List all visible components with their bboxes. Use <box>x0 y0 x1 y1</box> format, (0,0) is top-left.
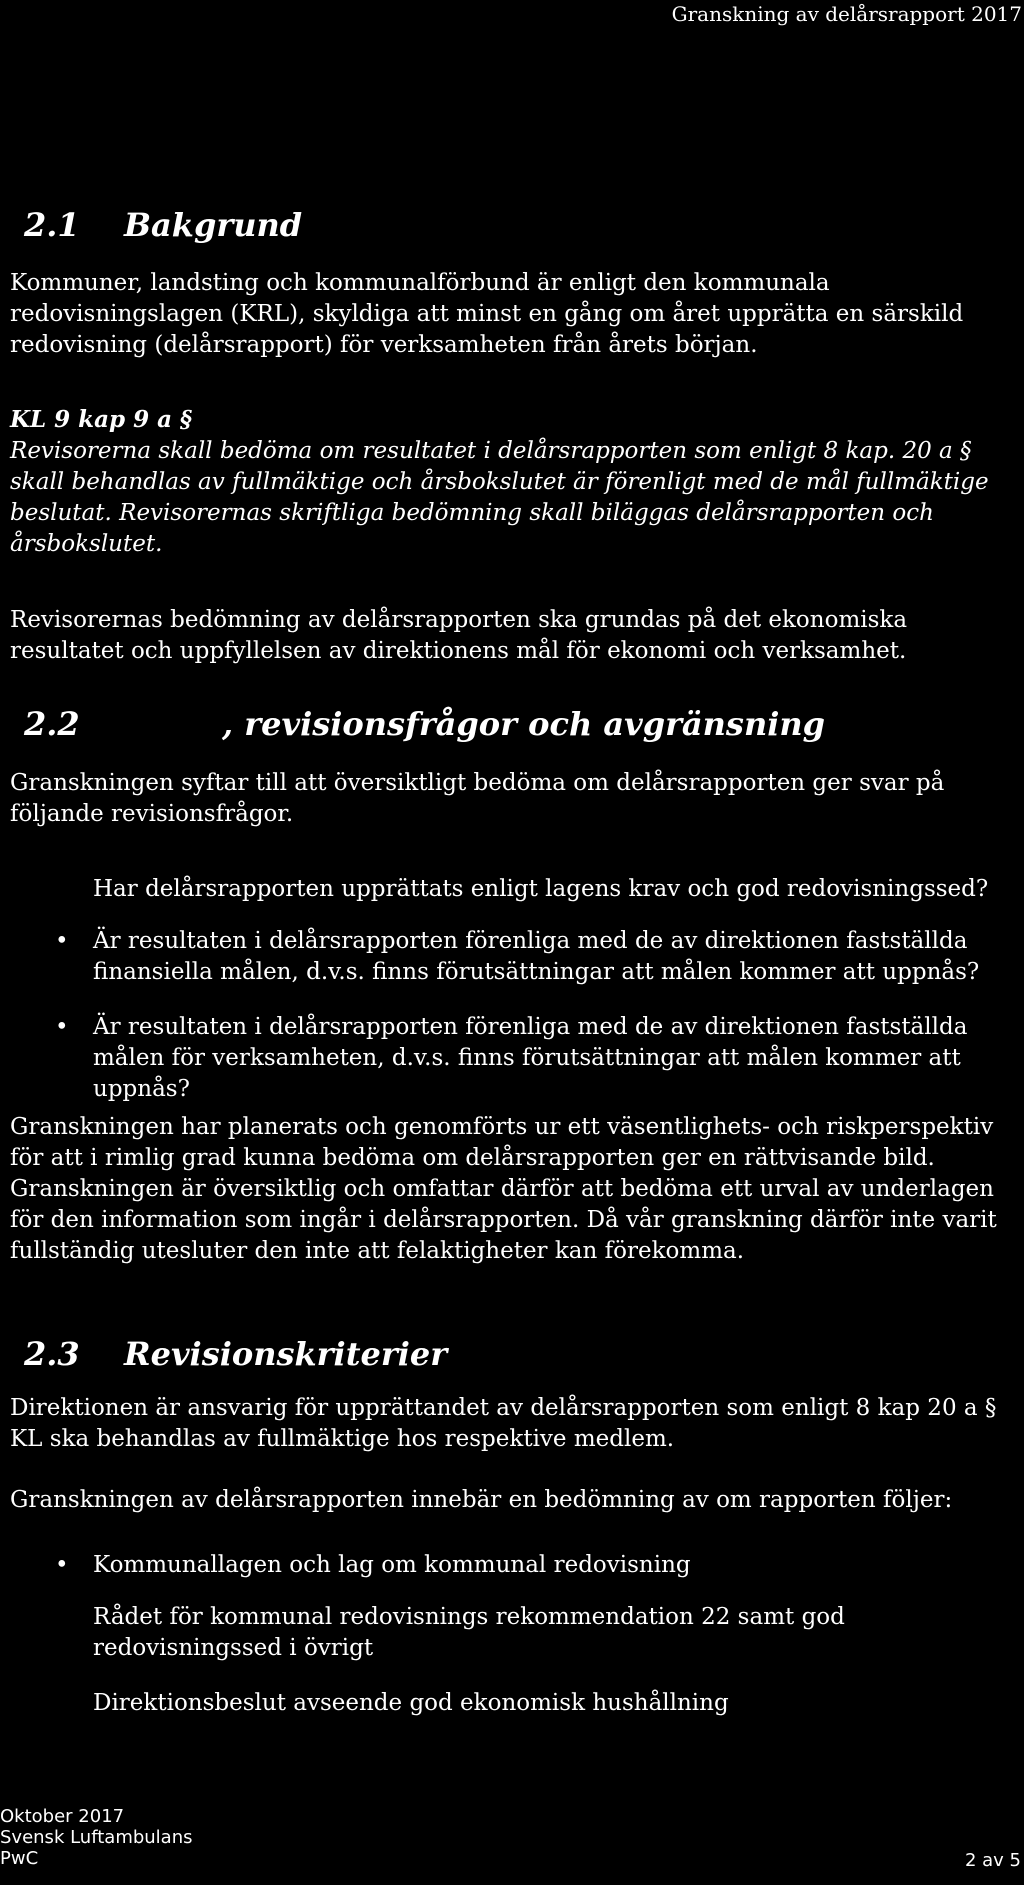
list-item-text: Är resultaten i delårsrapporten förenliga med de av direktionen fastställda målen för verksamheten, d.v.s. finns förutsättningar att målen kommer att uppnås? <box>93 1014 968 1102</box>
law-reference-heading: KL 9 kap 9 a § <box>10 406 193 433</box>
section-heading-2-1 <box>24 206 302 244</box>
section-number: 2.2 <box>24 705 80 743</box>
footer-date: Oktober 2017 <box>0 1806 125 1827</box>
footer-firm: PwC <box>0 1848 39 1869</box>
bullet: • <box>55 1552 69 1578</box>
section-number: 2.3 <box>24 1335 80 1373</box>
footer-organization: Svensk Luftambulans <box>0 1827 193 1848</box>
bullet: • <box>55 1014 69 1040</box>
running-header: Granskning av delårsrapport 2017 <box>671 2 1022 26</box>
section-title: Revisionskriterier <box>124 1335 448 1373</box>
section-title: , revisionsfrågor och avgränsning <box>222 705 825 743</box>
section-number: 2.1 <box>24 206 80 244</box>
section-heading-2-2 <box>24 705 825 743</box>
list-item-text: Är resultaten i delårsrapporten förenliga med de av direktionen fastställda finansiella målen, d.v.s. finns förutsättningar att målen kommer att uppnås? <box>93 928 980 985</box>
list-item-text: Rådet för kommunal redovisnings rekommendation 22 samt god redovisningssed i övrigt <box>93 1604 845 1661</box>
method-paragraph: Granskningen har planerats och genomförts ur ett väsentlighets- och riskperspektiv för att i rimlig grad kunna bedöma om delårsrapporten ger en rättvisande bild. Granskningen är översiktlig och omfattar därför att bedöma ett urval av underlagen för den information som ingår i delårsrapporten. Då vår granskning därför inte varit fullständig utesluter den inte att felaktigheter kan förekomma. <box>10 1114 997 1264</box>
law-quote: Revisorerna skall bedöma om resultatet i delårsrapporten som enligt 8 kap. 20 a § skall behandlas av fullmäktige och årsbokslutet är förenligt med de mål fullmäktige beslutat. Revisorernas skriftliga bedömning skall biläggas delårsrapporten och årsbokslutet. <box>10 438 989 557</box>
footer <box>0 1806 193 1869</box>
section-title: Bakgrund <box>124 206 303 244</box>
list-item-text: Har delårsrapporten upprättats enligt lagens krav och god redovisningssed? <box>93 876 989 902</box>
section-heading-2-3 <box>24 1335 447 1373</box>
page-number: 2 av 5 <box>964 1850 1021 1871</box>
list-item-text: Direktionsbeslut avseende god ekonomisk hushållning <box>93 1690 729 1716</box>
assessment-paragraph: Revisorernas bedömning av delårsrapporten ska grundas på det ekonomiska resultatet och uppfyllelsen av direktionens mål för ekonomi och verksamhet. <box>10 607 908 664</box>
criteria-intro: Granskningen av delårsrapporten innebär en bedömning av om rapporten följer: <box>10 1487 953 1513</box>
purpose-paragraph: Granskningen syftar till att översiktligt bedöma om delårsrapporten ger svar på följande revisionsfrågor. <box>10 770 945 827</box>
background-paragraph: Kommuner, landsting och kommunalförbund är enligt den kommunala redovisningslagen (KRL), skyldiga att minst en gång om året upprätta en särskild redovisning (delårsrapport) för verksamheten från årets början. <box>10 270 964 358</box>
list-item-text: Kommunallagen och lag om kommunal redovisning <box>93 1552 691 1578</box>
responsibility-paragraph: Direktionen är ansvarig för upprättandet av delårsrapporten som enligt 8 kap 20 a § KL ska behandlas av fullmäktige hos respektive medlem. <box>10 1395 997 1452</box>
bullet: • <box>55 928 69 954</box>
